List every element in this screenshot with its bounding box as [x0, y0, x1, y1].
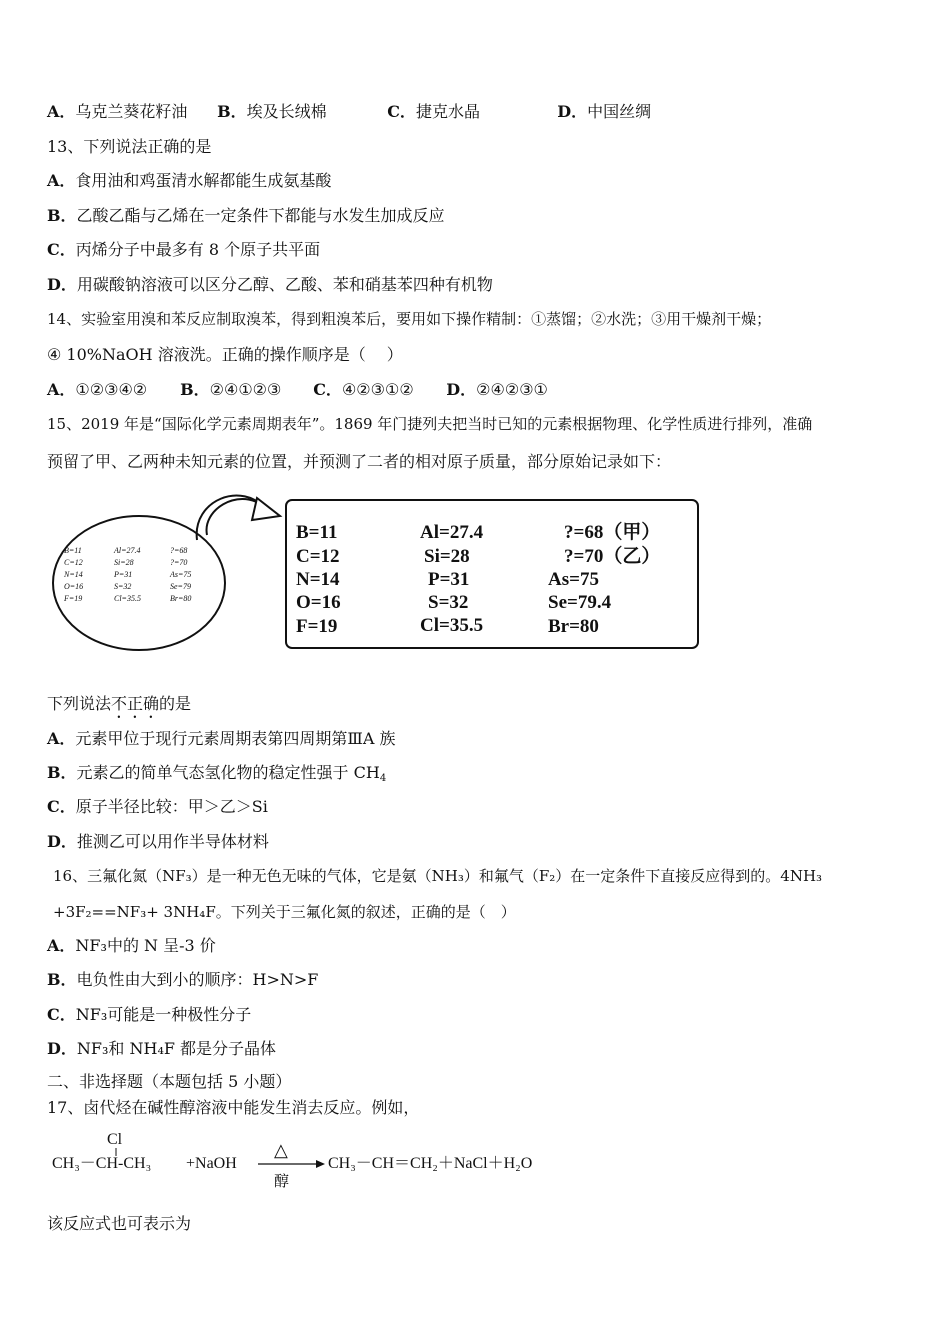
option-b-label: B．: [180, 380, 210, 399]
q16-stem-line1: 16、三氟化氮（NF₃）是一种无色无味的气体，它是氨（NH₃）和氟气（F₂）在一定条件下直接反应得到的。4NH₃: [53, 867, 823, 885]
option-d-label: D．: [557, 102, 588, 121]
hand-col1-2: N=14: [64, 570, 83, 579]
hand-col2-2: P=31: [114, 570, 133, 579]
box-col2-4: Cl=35.5: [420, 615, 484, 636]
box-col3-3: Se=79.4: [548, 592, 612, 613]
reaction-products: CH₃－CH＝CH₂＋NaCl＋H₂O: [328, 1155, 533, 1172]
option-a-label: A．: [47, 729, 76, 748]
q15-question-emphasis: 不正确: [111, 694, 160, 713]
condition-solvent: 醇: [274, 1174, 290, 1190]
q13-option-a: [47, 171, 331, 191]
q15-option-a: [47, 729, 396, 749]
reaction-arrow-head-icon: [316, 1160, 325, 1168]
option-b-text: ②④①②③: [209, 380, 282, 399]
option-d-text: ②④②③①: [476, 380, 548, 399]
box-col1-2: N=14: [296, 569, 340, 590]
hand-col2-4: Cl=35.5: [114, 594, 141, 603]
option-d-label: D．: [47, 832, 77, 851]
condition-heat: △: [274, 1140, 288, 1160]
option-a-text: 元素甲位于现行元素周期表第四周期第ⅢA 族: [75, 729, 396, 748]
hand-col2-0: Al=27.4: [114, 546, 141, 555]
q13-stem: 13、下列说法正确的是: [47, 137, 212, 156]
arrow-head-icon: [252, 498, 280, 520]
box-col3-0: ?=68（甲）: [564, 522, 661, 543]
hand-col3-3: Se=79: [170, 582, 191, 591]
q15-question-post: 的是: [159, 694, 192, 713]
q13-option-b: [47, 206, 445, 226]
box-col2-0: Al=27.4: [420, 522, 484, 543]
section-heading: 二、非选择题（本题包括 5 小题）: [47, 1072, 292, 1091]
q16-stem-line2: +3F₂==NF₃+ 3NH₄F。下列关于三氟化氮的叙述，正确的是（ ）: [53, 903, 516, 921]
option-a-text: NF₃中的 N 呈-3 价: [75, 936, 216, 955]
option-a-label: A．: [47, 171, 76, 190]
hand-col3-4: Br=80: [170, 594, 192, 603]
option-a-label: A．: [47, 380, 76, 399]
hand-col3-0: ?=68: [170, 546, 188, 555]
q15-stem-line2: 预留了甲、乙两种未知元素的位置，并预测了二者的相对原子质量，部分原始记录如下：: [47, 452, 672, 471]
hand-col2-3: S=32: [114, 582, 132, 591]
box-col3-4: Br=80: [548, 616, 599, 637]
option-a-text: 食用油和鸡蛋清水解都能生成氨基酸: [75, 171, 332, 190]
hand-col1-0: B=11: [64, 546, 82, 555]
q14-stem-line2: ④ 10%NaOH 溶液洗。正确的操作顺序是（ ）: [47, 345, 403, 364]
box-col1-0: B=11: [296, 522, 338, 543]
box-col1-3: O=16: [296, 592, 341, 613]
q13-option-c: [47, 240, 320, 260]
box-col1-1: C=12: [296, 546, 340, 567]
hand-col1-4: F=19: [64, 594, 83, 603]
elimination-reaction: [52, 1128, 592, 1198]
option-c-label: C．: [47, 240, 76, 259]
q15-question-pre: 下列说法: [47, 694, 112, 713]
option-b-label: B．: [47, 206, 77, 225]
option-c-text: NF₃可能是一种极性分子: [75, 1005, 252, 1024]
option-b-subscript: 4: [379, 773, 387, 784]
box-col2-3: S=32: [428, 592, 469, 613]
hand-col1-1: C=12: [64, 558, 83, 567]
option-c-text: ④②③①②: [341, 380, 414, 399]
box-col1-4: F=19: [296, 616, 338, 637]
q16-option-c: [47, 1005, 251, 1025]
hand-col1-3: O=16: [64, 582, 84, 591]
q15-stem-line1: 15、2019 年是“国际化学元素周期表年”。1869 年门捷列夫把当时已知的元素根据物理、化学性质进行排列，准确: [47, 415, 813, 433]
mendeleev-record-figure: [52, 490, 712, 655]
box-col3-2: As=75: [548, 569, 599, 590]
box-col2-2: P=31: [428, 569, 470, 590]
option-d-label: D．: [47, 275, 77, 294]
q15-option-d: [47, 832, 269, 852]
reaction-reactant: CH₃－CH-CH₃: [52, 1155, 152, 1172]
q14-stem-line1: 14、实验室用溴和苯反应制取溴苯，得到粗溴苯后，要用如下操作精制：①蒸馏；②水洗；③用干燥剂干燥；: [47, 310, 772, 328]
hand-col3-2: As=75: [170, 570, 192, 579]
option-c-text: 捷克水晶: [415, 102, 480, 121]
q17-stem: 17、卤代烃在碱性醇溶液中能发生消去反应。例如，: [47, 1098, 420, 1117]
option-b-text: 电负性由大到小的顺序：H>N>F: [76, 970, 319, 989]
option-c-text: 丙烯分子中最多有 8 个原子共平面: [75, 240, 321, 259]
option-b-label: B．: [217, 102, 247, 121]
option-d-text: 推测乙可以用作半导体材料: [76, 832, 269, 851]
option-a-text: 乌克兰葵花籽油: [75, 102, 188, 121]
option-b-label: B．: [47, 970, 77, 989]
option-d-label: D．: [47, 1039, 77, 1058]
option-d-text: 中国丝绸: [587, 102, 652, 121]
option-c-label: C．: [47, 797, 76, 816]
option-d-text: 用碳酸钠溶液可以区分乙醇、乙酸、苯和硝基苯四种有机物: [76, 275, 493, 294]
option-c-text: 原子半径比较：甲＞乙＞Si: [75, 797, 268, 816]
reaction-reagent: +NaOH: [186, 1155, 237, 1172]
reaction-cl: Cl: [107, 1131, 123, 1148]
q15-option-c: [47, 797, 268, 817]
q14-options: [47, 380, 548, 400]
q16-option-b: [47, 970, 318, 990]
q17-follow: 该反应式也可表示为: [47, 1214, 192, 1233]
q16-option-d: [47, 1039, 276, 1059]
option-a-text: ①②③④②: [75, 380, 148, 399]
option-b-text: 元素乙的简单气态氢化物的稳定性强于 CH: [76, 763, 380, 782]
q12-options: [47, 102, 651, 122]
option-b-text: 埃及长绒棉: [246, 102, 327, 121]
option-a-label: A．: [47, 936, 76, 955]
q13-option-d: [47, 275, 493, 295]
option-c-label: C．: [47, 1005, 76, 1024]
q16-option-a: [47, 936, 216, 956]
option-a-label: A．: [47, 102, 76, 121]
option-b-label: B．: [47, 763, 77, 782]
q15-option-b: [47, 763, 386, 789]
hand-col2-1: Si=28: [114, 558, 134, 567]
option-b-text: 乙酸乙酯与乙烯在一定条件下都能与水发生加成反应: [76, 206, 445, 225]
option-d-text: NF₃和 NH₄F 都是分子晶体: [76, 1039, 277, 1058]
hand-col3-1: ?=70: [170, 558, 188, 567]
box-col2-1: Si=28: [424, 546, 470, 567]
option-d-label: D．: [446, 380, 477, 399]
q15-question: [47, 694, 191, 722]
option-c-label: C．: [313, 380, 342, 399]
option-c-label: C．: [387, 102, 416, 121]
box-col3-1: ?=70（乙）: [564, 546, 661, 567]
